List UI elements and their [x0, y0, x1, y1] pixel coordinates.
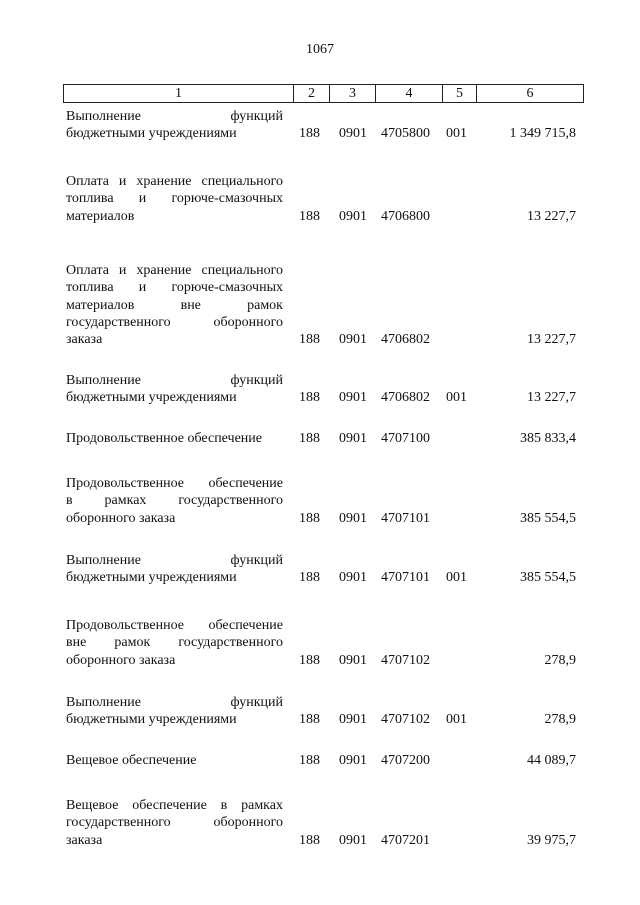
cell-col3: 0901 — [339, 126, 367, 142]
row-description — [66, 797, 283, 849]
cell-col3: 0901 — [339, 332, 367, 348]
cell-col6: 385 833,4 — [520, 431, 576, 446]
cell-col3: 0901 — [339, 832, 367, 848]
cell-col4: 4707201 — [381, 832, 430, 848]
cell-col3: 0901 — [339, 208, 367, 224]
cell-col6: 13 227,7 — [527, 332, 576, 348]
cell-col6: 278,9 — [544, 652, 576, 668]
description-line: Выполнение функций — [66, 695, 283, 710]
cell-col2: 188 — [299, 431, 320, 446]
cell-col3: 0901 — [339, 510, 367, 526]
cell-col2: 188 — [299, 332, 320, 348]
cell-col6: 385 554,5 — [520, 510, 576, 526]
header-col-3: 3 — [329, 85, 375, 102]
header-col-2: 2 — [293, 85, 329, 102]
cell-col4: 4707101 — [381, 570, 430, 586]
row-description — [66, 552, 283, 587]
cell-col3: 0901 — [339, 390, 367, 406]
cell-col4: 4706802 — [381, 390, 430, 406]
description-line: Продовольственное обеспечение — [66, 476, 283, 491]
cell-col2: 188 — [299, 753, 320, 768]
description-line: материалов — [66, 208, 135, 224]
cell-col6: 278,9 — [544, 712, 576, 728]
description-line: бюджетными учреждениями — [66, 126, 237, 142]
cell-col5: 001 — [446, 570, 467, 586]
row-description — [66, 694, 283, 729]
cell-col5: 001 — [446, 126, 467, 142]
cell-col6: 13 227,7 — [527, 208, 576, 224]
cell-col4: 4707200 — [381, 753, 430, 768]
cell-col2: 188 — [299, 126, 320, 142]
cell-col6: 13 227,7 — [527, 390, 576, 406]
cell-col4: 4705800 — [381, 126, 430, 142]
description-line: в рамках государственного — [66, 493, 283, 509]
header-col-1: 1 — [175, 86, 182, 101]
row-description — [66, 372, 283, 407]
cell-col3: 0901 — [339, 753, 367, 768]
cell-col2: 188 — [299, 208, 320, 224]
description-line: материалов вне рамок — [66, 297, 283, 313]
cell-col3: 0901 — [339, 431, 367, 446]
table-header — [63, 84, 584, 103]
cell-col4: 4707102 — [381, 712, 430, 728]
description-line: заказа — [66, 332, 103, 348]
description-line: топлива и горюче-смазочных — [66, 191, 283, 207]
cell-col4: 4706802 — [381, 332, 430, 348]
description-line: вне рамок государственного — [66, 635, 283, 651]
description-line: Продовольственное обеспечение — [66, 618, 283, 633]
row-description — [66, 430, 283, 447]
cell-col2: 188 — [299, 510, 320, 526]
header-col-4: 4 — [375, 85, 442, 102]
description-line: Выполнение функций — [66, 373, 283, 388]
header-col-5: 5 — [442, 85, 476, 102]
description-line: бюджетными учреждениями — [66, 570, 237, 586]
cell-col3: 0901 — [339, 652, 367, 668]
cell-col2: 188 — [299, 832, 320, 848]
cell-col5: 001 — [446, 390, 467, 406]
cell-col4: 4707102 — [381, 652, 430, 668]
row-description — [66, 752, 283, 769]
header-col-6: 6 — [476, 85, 583, 102]
cell-col4: 4706800 — [381, 208, 430, 224]
description-line: Оплата и хранение специального — [66, 174, 283, 189]
description-line: бюджетными учреждениями — [66, 390, 237, 406]
description-line: оборонного заказа — [66, 652, 176, 668]
cell-col4: 4707101 — [381, 510, 430, 526]
description-line: государственного оборонного — [66, 815, 283, 831]
description-line: топлива и горюче-смазочных — [66, 280, 283, 296]
description-line: оборонного заказа — [66, 510, 176, 526]
cell-col4: 4707100 — [381, 431, 430, 446]
row-description — [66, 617, 283, 669]
description-line: государственного оборонного — [66, 314, 283, 330]
row-description — [66, 108, 283, 143]
description-line: Продовольственное обеспечение — [66, 431, 262, 446]
description-line: Выполнение функций — [66, 109, 283, 124]
cell-col2: 188 — [299, 652, 320, 668]
cell-col6: 1 349 715,8 — [509, 126, 576, 142]
description-line: заказа — [66, 832, 103, 848]
cell-col5: 001 — [446, 712, 467, 728]
row-description — [66, 173, 283, 225]
row-description — [66, 262, 283, 348]
cell-col6: 39 975,7 — [527, 832, 576, 848]
description-line: Оплата и хранение специального — [66, 263, 283, 278]
cell-col2: 188 — [299, 390, 320, 406]
row-description — [66, 475, 283, 527]
cell-col2: 188 — [299, 712, 320, 728]
cell-col2: 188 — [299, 570, 320, 586]
cell-col6: 385 554,5 — [520, 570, 576, 586]
description-line: Вещевое обеспечение в рамках — [66, 798, 283, 813]
page-number: 1067 — [306, 42, 334, 57]
description-line: Выполнение функций — [66, 553, 283, 568]
description-line: Вещевое обеспечение — [66, 753, 197, 768]
description-line: бюджетными учреждениями — [66, 712, 237, 728]
cell-col3: 0901 — [339, 712, 367, 728]
cell-col6: 44 089,7 — [527, 753, 576, 768]
cell-col3: 0901 — [339, 570, 367, 586]
